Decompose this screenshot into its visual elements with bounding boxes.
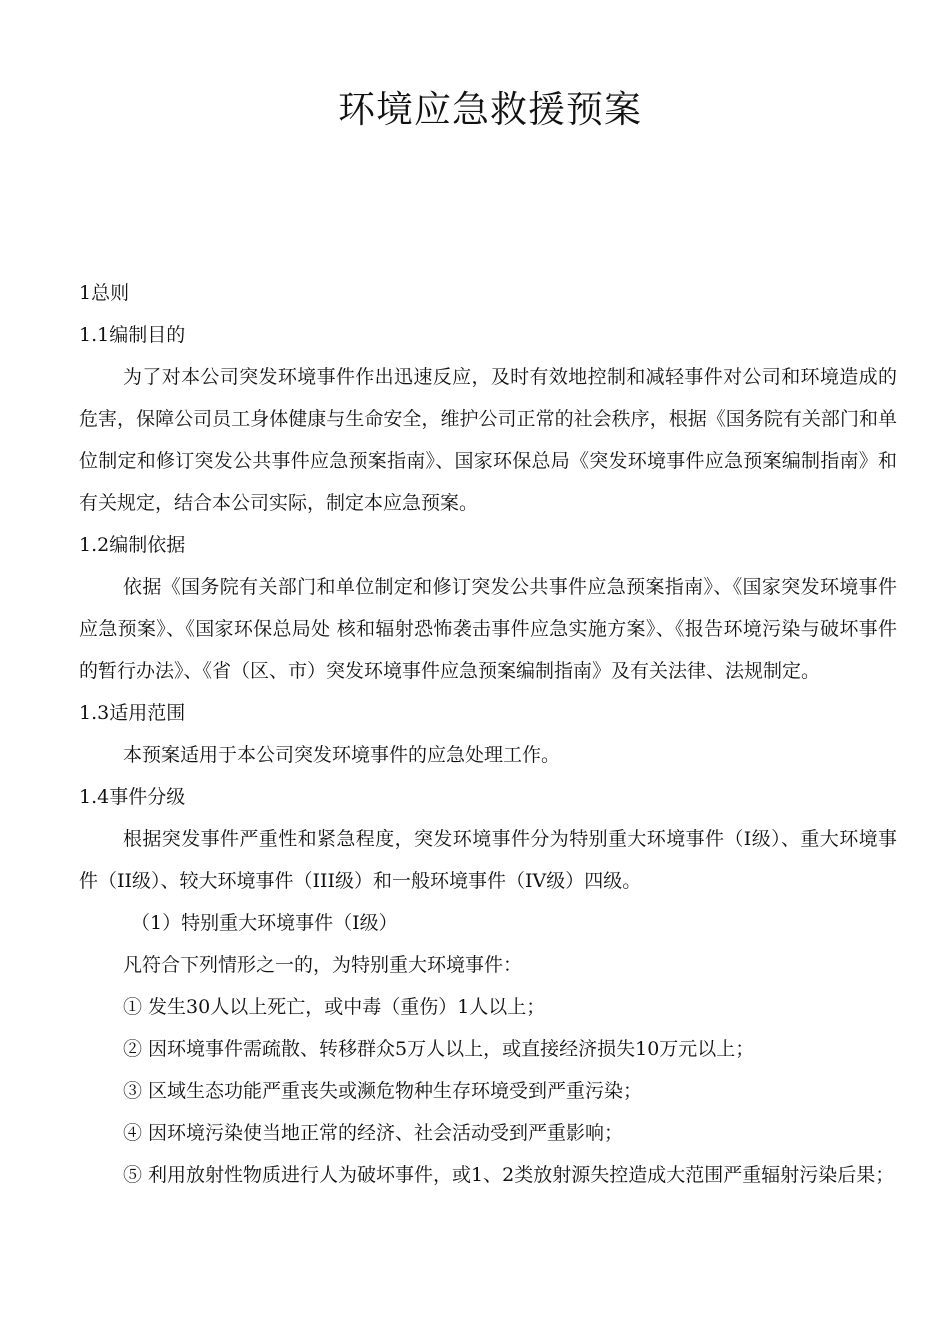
list-item: ⑤ 利用放射性物质进行人为破坏事件，或1、2类放射源失控造成大范围严重辐射污染后果； <box>123 1164 895 1186</box>
list-intro: 凡符合下列情形之一的，为特别重大环境事件： <box>123 954 523 976</box>
list-item: ③ 区域生态功能严重丧失或濒危物种生存环境受到严重污染； <box>123 1080 643 1102</box>
section-heading: 1总则 <box>79 282 130 304</box>
document-body <box>79 272 897 1196</box>
list-item: ② 因环境事件需疏散、转移群众5万人以上，或直接经济损失10万元以上； <box>123 1038 755 1060</box>
list-item: ④ 因环境污染使当地正常的经济、社会活动受到严重影响； <box>123 1122 624 1144</box>
body-paragraph: 根据突发事件严重性和紧急程度，突发环境事件分为特别重大环境事件（Ⅰ级）、重大环境事件（II级）、较大环境事件（III级）和一般环境事件（IV级）四级。 <box>79 828 897 892</box>
document-title: 环境应急救援预案 <box>338 88 642 131</box>
level-heading: （1）特别重大环境事件（Ⅰ级） <box>131 912 398 934</box>
body-paragraph: 依据《国务院有关部门和单位制定和修订突发公共事件应急预案指南》、《国家突发环境事件应急预案》、《国家环保总局处 核和辐射恐怖袭击事件应急实施方案》、《报告环境污染与破坏事件的暂行办法》、《省（区、市）突发环境事件应急预案编制指南》及有关法律、法规制定。 <box>79 576 897 682</box>
subsection-heading: 1.1编制目的 <box>79 324 186 346</box>
subsection-heading: 1.4事件分级 <box>79 786 186 808</box>
subsection-heading: 1.2编制依据 <box>79 534 186 556</box>
body-paragraph: 本预案适用于本公司突发环境事件的应急处理工作。 <box>123 744 561 766</box>
subsection-heading: 1.3适用范围 <box>79 702 186 724</box>
list-item: ① 发生30人以上死亡，或中毒（重伤）1人以上； <box>123 996 546 1018</box>
body-paragraph: 为了对本公司突发环境事件作出迅速反应，及时有效地控制和减轻事件对公司和环境造成的危害，保障公司员工身体健康与生命安全，维护公司正常的社会秩序，根据《国务院有关部门和单位制定和修订突发公共事件应急预案指南》、国家环保总局《突发环境事件应急预案编制指南》和有关规定，结合本公司实际，制定本应急预案。 <box>79 366 897 514</box>
